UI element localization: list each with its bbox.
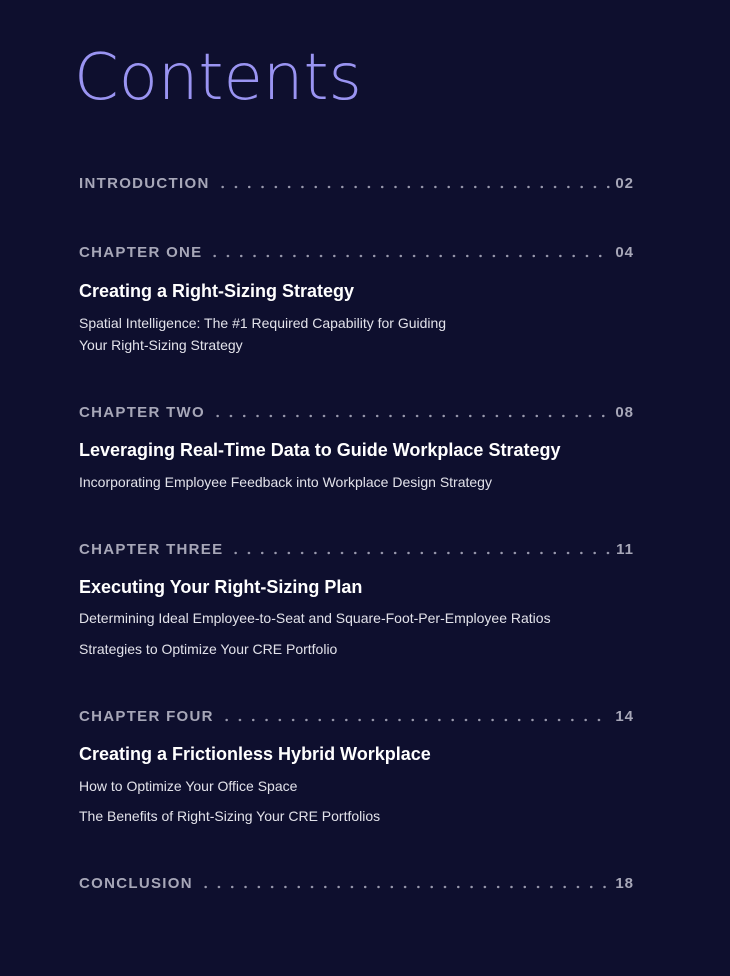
toc-page-number: 04 (615, 243, 634, 261)
dot-leader (220, 718, 612, 722)
dot-leader (229, 551, 612, 555)
toc-label: CHAPTER TWO (79, 403, 205, 421)
toc-entry-introduction[interactable] (79, 172, 634, 194)
chapter-one-subsection[interactable]: Your Right-Sizing Strategy (79, 337, 243, 353)
toc-label: CHAPTER THREE (79, 540, 224, 558)
chapter-one-subsection[interactable]: Spatial Intelligence: The #1 Required Capability for Guiding (79, 315, 447, 331)
chapter-four-title[interactable]: Creating a Frictionless Hybrid Workplace (79, 744, 431, 764)
toc-label: CHAPTER ONE (79, 243, 203, 261)
chapter-four-subsection[interactable]: The Benefits of Right-Sizing Your CRE Portfolios (79, 808, 381, 824)
toc-entry-chapter-four[interactable] (79, 705, 634, 727)
chapter-one-title[interactable]: Creating a Right-Sizing Strategy (79, 281, 355, 301)
toc-page-number: 14 (615, 707, 634, 725)
dot-leader (211, 414, 611, 418)
toc-entry-chapter-three[interactable] (79, 538, 634, 560)
page-title: Contents (74, 41, 362, 115)
toc-entry-chapter-two[interactable] (79, 401, 634, 423)
dot-leader (208, 254, 611, 258)
toc-page-number: 18 (615, 874, 634, 892)
toc-label: INTRODUCTION (79, 174, 210, 192)
toc-page-number: 08 (615, 403, 634, 421)
dot-leader (216, 185, 612, 189)
toc-label: CONCLUSION (79, 874, 193, 892)
chapter-two-subsection[interactable]: Incorporating Employee Feedback into Workplace Design Strategy (79, 474, 492, 490)
chapter-three-subsection[interactable]: Strategies to Optimize Your CRE Portfolio (79, 641, 338, 657)
chapter-two-title[interactable]: Leveraging Real-Time Data to Guide Workplace Strategy (79, 440, 561, 460)
toc-label: CHAPTER FOUR (79, 707, 214, 725)
chapter-three-title[interactable]: Executing Your Right-Sizing Plan (79, 577, 363, 597)
toc-entry-conclusion[interactable] (79, 872, 634, 894)
chapter-four-subsection[interactable]: How to Optimize Your Office Space (79, 778, 298, 794)
chapter-three-subsection[interactable]: Determining Ideal Employee-to-Seat and Square-Foot-Per-Employee Ratios (79, 610, 551, 626)
toc-page-number: 02 (615, 174, 634, 192)
toc-entry-chapter-one[interactable] (79, 241, 634, 263)
toc-page-number: 11 (616, 540, 634, 558)
dot-leader (199, 885, 611, 889)
